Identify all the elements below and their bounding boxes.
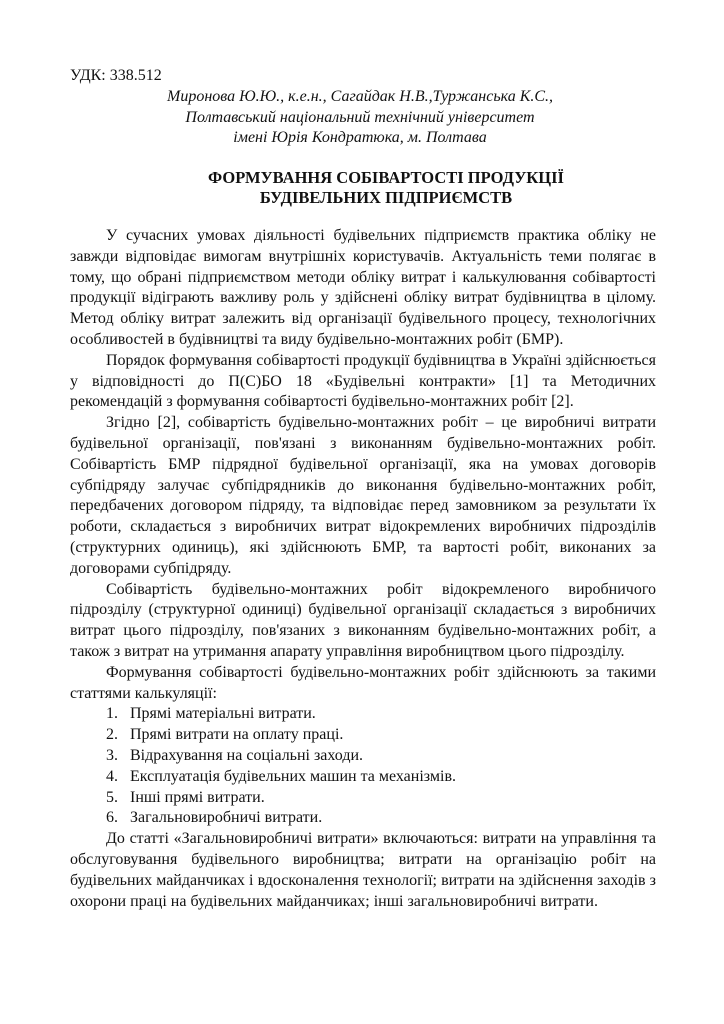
list-number: 1.	[106, 705, 118, 723]
list-item	[70, 725, 656, 746]
author-affiliation	[110, 87, 610, 149]
list-number: 2.	[106, 726, 118, 744]
paragraph-cost-items-intro: Формування собівартості будівельно-монтажних робіт здійснюють за такими статтями калькуляції:	[70, 663, 656, 702]
list-item	[70, 788, 656, 809]
list-item	[70, 704, 656, 725]
paragraph-definition: Згідно [2], собівартість будівельно-монтажних робіт – це виробничі витрати будівельної організації, пов'язані з виконанням будівельно-монтажних робіт. Собівартість БМР підрядної будівельної організації, яка на умовах договорів субпідряду залучає субпідрядників до виконання будівельно-монтажних робіт, передбачених договором підряду, та відповідає перед замовником за результати їх роботи, складається з виробничих витрат відокремлених виробничих підрозділів (структурних одиниць), які здійснюють БМР, та вартості робіт, виконаних за договорами субпідряду.	[70, 414, 656, 577]
list-number: 4.	[106, 767, 118, 785]
authors-line: Миронова Ю.Ю., к.е.н., Сагайдак Н.В.,Туржанська К.С.,	[167, 88, 553, 105]
cost-items-list	[70, 704, 656, 829]
title-line-1: ФОРМУВАННЯ СОБІВАРТОСТІ ПРОДУКЦІЇ	[208, 168, 564, 187]
paper-body	[70, 226, 656, 912]
list-text: Експлуатація будівельних машин та механізмів.	[130, 767, 456, 785]
list-item	[70, 808, 656, 829]
university-line: Полтавський національний технічний університет	[185, 108, 535, 126]
paragraph-overhead: До статті «Загальновиробничі витрати» включаються: витрати на управління та обслуговування будівельного виробництва; витрати на організацію робіт на будівельних майданчиках і вдосконалення технології; витрати на здійснення заходів з охорони праці на будівельних майданчиках; інші загальновиробничі витрати.	[70, 830, 656, 910]
list-text: Відрахування на соціальні заходи.	[130, 746, 364, 764]
paragraph-procedure: Порядок формування собівартості продукції будівництва в Україні здійснюється у відповідності до П(С)БО 18 «Будівельні контракти» [1] та Методичних рекомендацій з формування собівартості будівельно-монтажних робіт [2].	[70, 351, 656, 411]
title-line-2: БУДІВЕЛЬНИХ ПІДПРИЄМСТВ	[259, 188, 513, 207]
university-city-line: імені Юрія Кондратюка, м. Полтава	[233, 129, 487, 146]
paper-title	[106, 168, 666, 208]
list-text: Прямі матеріальні витрати.	[130, 705, 316, 723]
paragraph-intro: У сучасних умовах діяльності будівельних підприємств практика обліку не завжди відповідає вимогам внутрішніх користувачів. Актуальність теми полягає в тому, що обрані підприємством методи обліку витрат і калькулювання собівартості продукції відіграють важливу роль у здійснені обліку витрат будівництва в цілому. Метод обліку витрат залежить від організації будівельного процесу, технологічних особливостей в будівництві та виду будівельно-монтажних робіт (БМР).	[70, 227, 656, 348]
list-number: 5.	[106, 788, 118, 806]
list-text: Інші прямі витрати.	[130, 788, 265, 806]
list-text: Прямі витрати на оплату праці.	[130, 726, 344, 744]
udc-code: УДК: 338.512	[70, 67, 162, 84]
list-text: Загальновиробничі витрати.	[130, 809, 323, 827]
list-item	[70, 767, 656, 788]
paragraph-subdivision: Собівартість будівельно-монтажних робіт відокремленого виробничого підрозділу (структурної одиниці) будівельної організації складається з виробничих витрат цього підрозділу, пов'язаних з виконанням будівельно-монтажних робіт, а також з витрат на утримання апарату управління виробництвом цього підрозділу.	[70, 580, 656, 660]
list-number: 6.	[106, 809, 118, 827]
list-number: 3.	[106, 746, 118, 764]
list-item	[70, 746, 656, 767]
